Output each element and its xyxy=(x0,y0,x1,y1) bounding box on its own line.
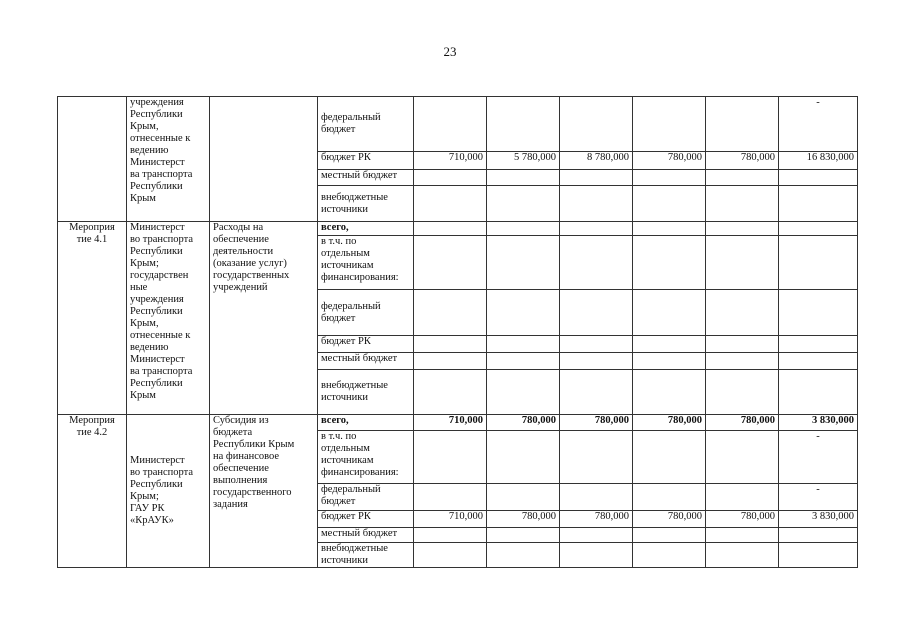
table-row xyxy=(58,222,858,236)
description-cell: Расходы на обеспечение деятельности (оказание услуг) государственных учреждений xyxy=(210,222,318,415)
source-rk: бюджет РК xyxy=(318,511,414,528)
description-cell: Субсидия из бюджета Республики Крым на финансовое обеспечение выполнения государственного задания xyxy=(210,415,318,568)
dash-value: - xyxy=(779,97,858,152)
dash-value: - xyxy=(779,484,858,511)
source-rk: бюджет РК xyxy=(318,336,414,353)
code-cell xyxy=(58,97,127,222)
source-total: всего, xyxy=(318,415,414,431)
value-cell: 780,000 xyxy=(633,152,706,170)
value-cell: 780,000 xyxy=(706,415,779,431)
source-incl: в т.ч. по отдельным источникам финансирования: xyxy=(318,236,414,290)
budget-table xyxy=(57,96,858,568)
value-cell: 3 830,000 xyxy=(779,511,858,528)
value-cell: 780,000 xyxy=(560,415,633,431)
value-cell: 780,000 xyxy=(560,511,633,528)
value-cell: 780,000 xyxy=(487,511,560,528)
executor-cell: Министерст во транспорта Республики Крым; ГАУ РК «КрАУК» xyxy=(127,415,210,568)
value-cell: 780,000 xyxy=(633,415,706,431)
source-extra: внебюджетные источники xyxy=(318,186,414,222)
source-local: местный бюджет xyxy=(318,353,414,370)
source-extra: внебюджетные источники xyxy=(318,370,414,415)
dash-value: - xyxy=(779,431,858,484)
value-cell: 780,000 xyxy=(487,415,560,431)
source-federal: федеральный бюджет xyxy=(318,484,414,511)
source-incl: в т.ч. по отдельным источникам финансирования: xyxy=(318,431,414,484)
source-total: всего, xyxy=(318,222,414,236)
measure-code: Мероприя тие 4.2 xyxy=(58,415,127,568)
source-federal: федеральный бюджет xyxy=(318,290,414,336)
source-rk: бюджет РК xyxy=(318,152,414,170)
value-cell: 710,000 xyxy=(414,415,487,431)
source-local: местный бюджет xyxy=(318,170,414,186)
value-cell: 780,000 xyxy=(706,152,779,170)
table-row xyxy=(58,415,858,431)
value-cell: 780,000 xyxy=(633,511,706,528)
executor-cell: Министерст во транспорта Республики Крым; государствен ные учреждения Республики Крым, отнесенные к ведению Министерст ва транспорта Республики Крым xyxy=(127,222,210,415)
value-cell: 3 830,000 xyxy=(779,415,858,431)
executor-cell: учреждения Республики Крым, отнесенные к ведению Министерст ва транспорта Республики Крым xyxy=(127,97,210,222)
source-extra: внебюджетные источники xyxy=(318,543,414,568)
page-number: 23 xyxy=(443,44,457,59)
source-local: местный бюджет xyxy=(318,528,414,543)
measure-code: Мероприя тие 4.1 xyxy=(58,222,127,415)
source-federal: федеральный бюджет xyxy=(318,97,414,152)
value-cell: 780,000 xyxy=(706,511,779,528)
value-cell: 8 780,000 xyxy=(560,152,633,170)
value-cell: 710,000 xyxy=(414,511,487,528)
value-cell: 16 830,000 xyxy=(779,152,858,170)
description-cell xyxy=(210,97,318,222)
value-cell: 5 780,000 xyxy=(487,152,560,170)
value-cell: 710,000 xyxy=(414,152,487,170)
table-row xyxy=(58,97,858,152)
